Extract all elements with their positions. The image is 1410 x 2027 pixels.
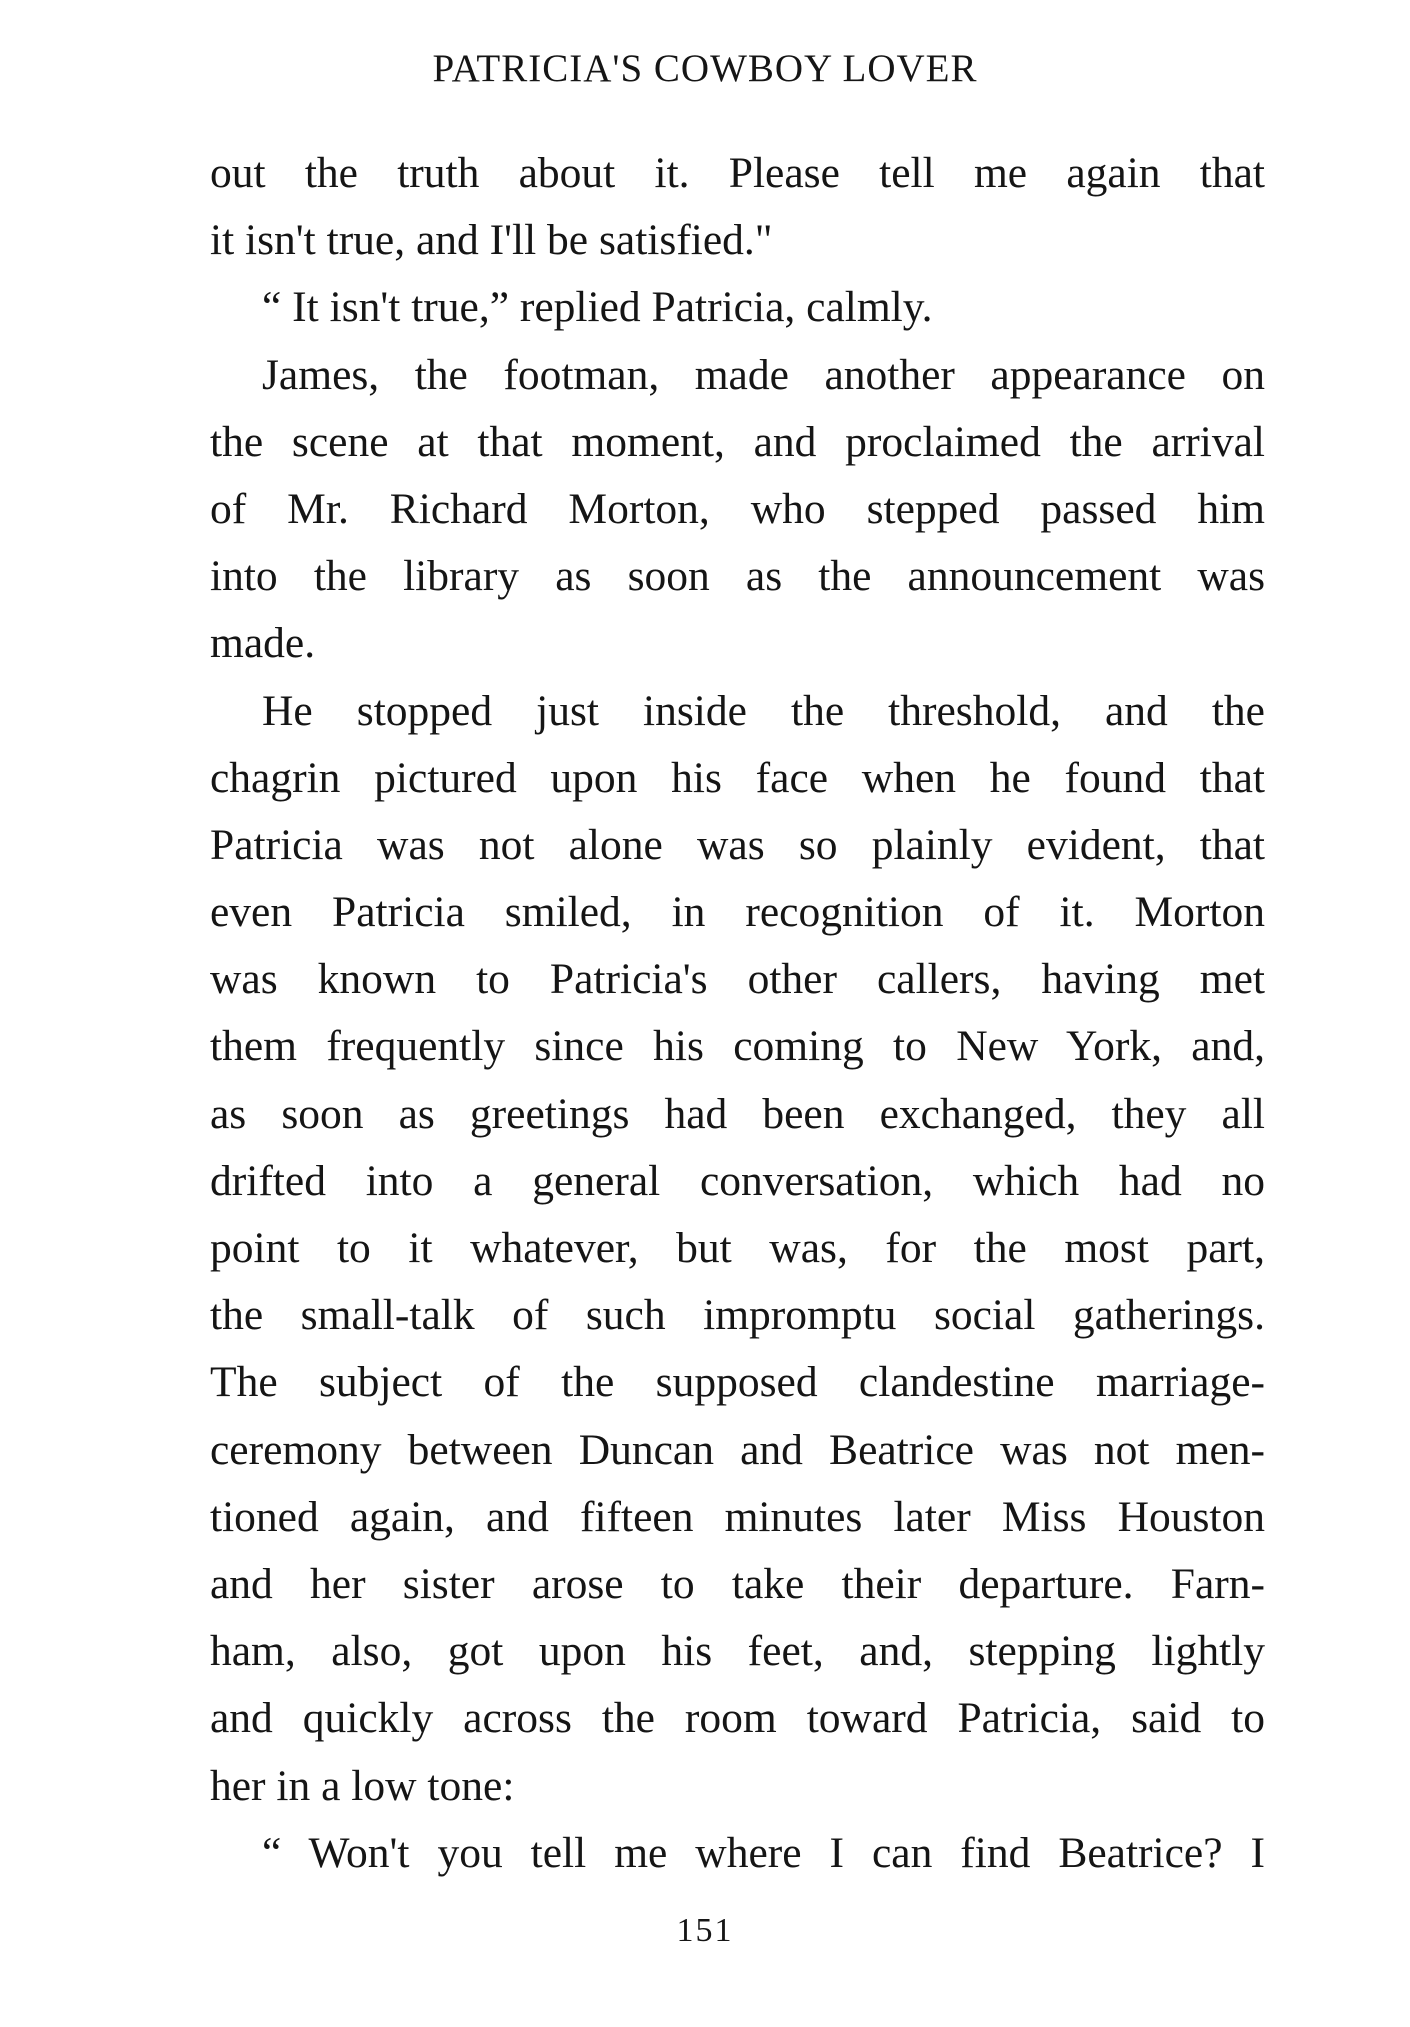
text-line: “ It isn't true,” replied Patricia, calmly.: [262, 283, 933, 332]
text-line: Patricia was not alone was so plainly evident, that: [210, 820, 1265, 869]
text-line: and her sister arose to take their departure. Farn-: [210, 1559, 1265, 1608]
text-line: James, the footman, made another appearance on: [262, 350, 1265, 399]
text-line: was known to Patricia's other callers, having met: [210, 955, 1265, 1004]
body-text: [210, 140, 1265, 1887]
text-line: “ Won't you tell me where I can find Beatrice? I: [262, 1828, 1265, 1877]
text-line: out the truth about it. Please tell me again that: [210, 149, 1265, 197]
text-line: of Mr. Richard Morton, who stepped passed him: [210, 484, 1265, 533]
text-line: as soon as greetings had been exchanged, they all: [210, 1089, 1265, 1138]
text-line: ceremony between Duncan and Beatrice was not men-: [210, 1425, 1265, 1474]
text-line: The subject of the supposed clandestine marriage-: [210, 1358, 1265, 1407]
text-line: the scene at that moment, and proclaimed the arrival: [210, 417, 1265, 466]
text-line: He stopped just inside the threshold, and the: [262, 686, 1265, 735]
running-head: PATRICIA'S COWBOY LOVER: [432, 47, 978, 90]
text-line: tioned again, and fifteen minutes later Miss Houston: [210, 1492, 1265, 1541]
text-line: the small-talk of such impromptu social gatherings.: [210, 1291, 1265, 1340]
text-line: even Patricia smiled, in recognition of it. Morton: [210, 888, 1265, 937]
text-line: point to it whatever, but was, for the most part,: [210, 1224, 1265, 1272]
page-number: 151: [676, 1912, 734, 1949]
text-line: her in a low tone:: [210, 1761, 515, 1810]
text-line: drifted into a general conversation, which had no: [210, 1156, 1265, 1205]
text-line: and quickly across the room toward Patricia, said to: [210, 1694, 1265, 1743]
text-line: ham, also, got upon his feet, and, stepping lightly: [210, 1627, 1265, 1676]
text-line: made.: [210, 619, 316, 668]
text-line: it isn't true, and I'll be satisfied.": [210, 216, 773, 265]
text-line: into the library as soon as the announcement was: [210, 552, 1265, 601]
text-line: them frequently since his coming to New York, and,: [210, 1022, 1265, 1071]
text-line: chagrin pictured upon his face when he found that: [210, 753, 1265, 802]
